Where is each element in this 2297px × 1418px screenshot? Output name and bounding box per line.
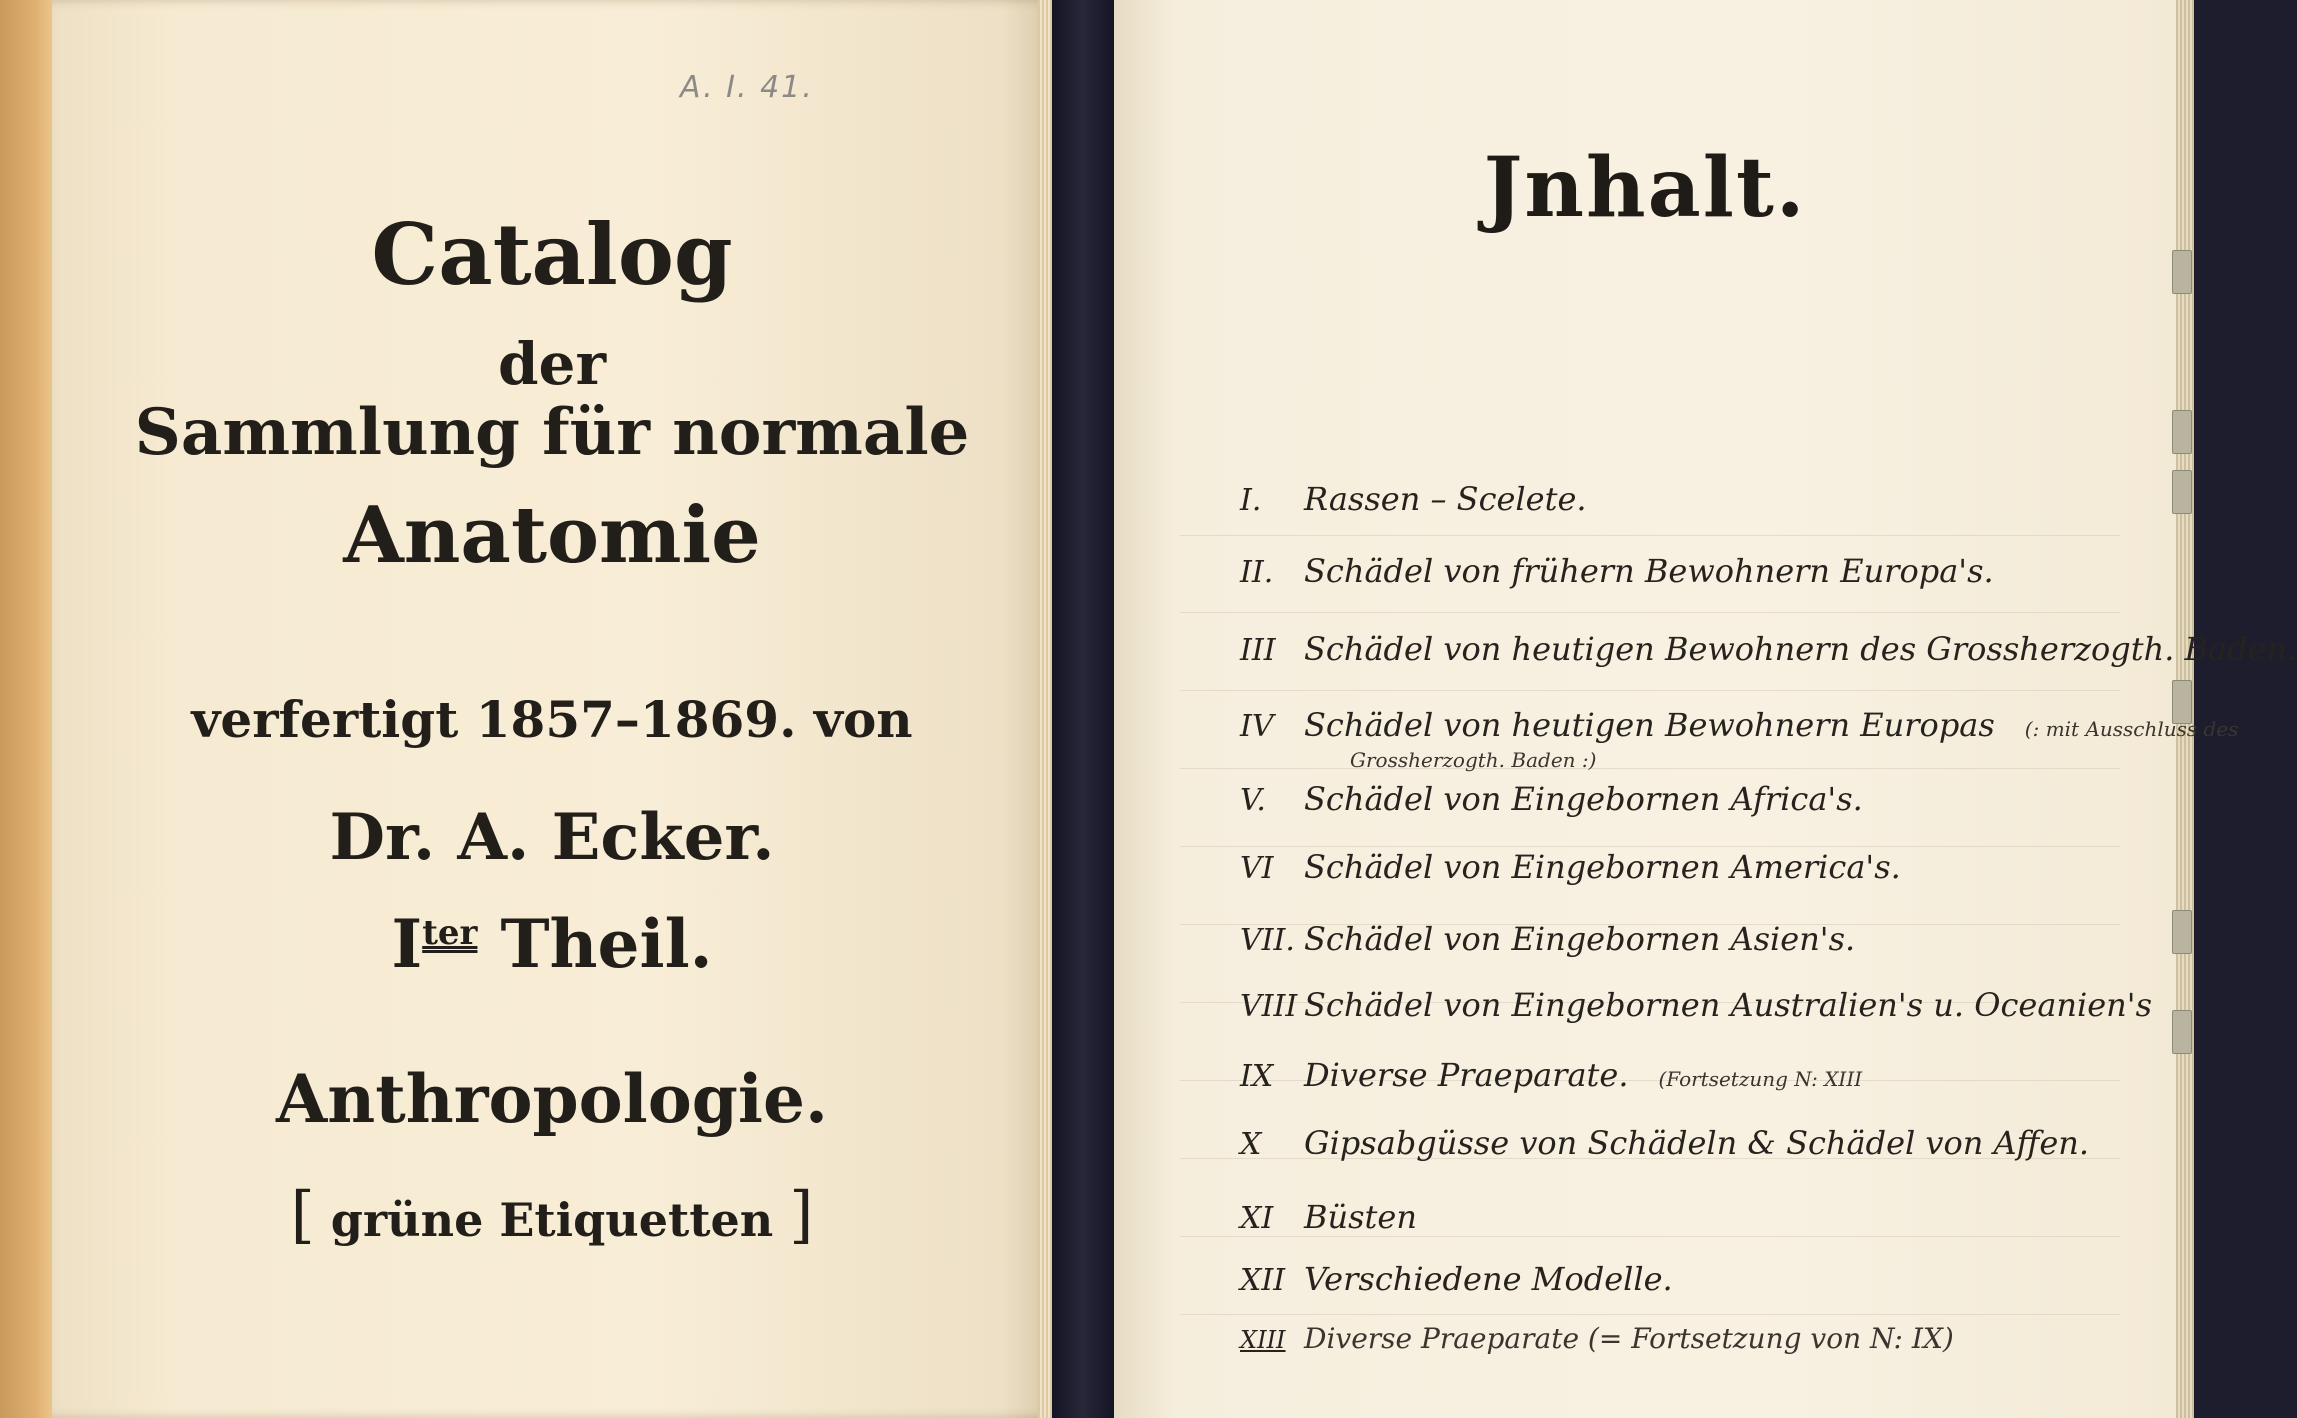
toc-item-number: XII bbox=[1240, 1263, 1286, 1298]
toc-item-note: (Fortsetzung N: XIII bbox=[1658, 1067, 1863, 1091]
toc-item-text: Gipsabgüsse von Schädeln & Schädel von Affen. bbox=[1304, 1124, 2090, 1162]
part-number: I bbox=[391, 905, 423, 983]
bracket-open: [ bbox=[290, 1178, 315, 1251]
page-tab bbox=[2172, 910, 2192, 954]
part-word: Theil. bbox=[500, 905, 713, 983]
page-tab bbox=[2172, 1010, 2192, 1054]
page-tab bbox=[2172, 410, 2192, 454]
toc-item-continuation bbox=[1350, 748, 1596, 772]
ruled-line bbox=[1180, 535, 2120, 536]
toc-item bbox=[1240, 706, 2238, 744]
toc-item-number: VI bbox=[1240, 851, 1274, 886]
toc-item-text: Schädel von heutigen Bewohnern des Grossherzogth. Baden. bbox=[1304, 630, 2297, 668]
toc-item-number: XIII bbox=[1240, 1326, 1286, 1354]
toc-item-number: X bbox=[1240, 1127, 1262, 1162]
part-suffix: ter bbox=[422, 913, 478, 953]
toc-item-number: V. bbox=[1240, 783, 1266, 818]
bracket-close: ] bbox=[789, 1178, 814, 1251]
ruled-line bbox=[1180, 612, 2120, 613]
toc-heading: Jnhalt. bbox=[1483, 140, 1807, 236]
toc-item-number: IV bbox=[1240, 709, 1274, 744]
toc-item bbox=[1240, 780, 1863, 818]
toc-item-text: Schädel von Eingebornen Asien's. bbox=[1304, 920, 1856, 958]
toc-item-text: Diverse Praeparate. bbox=[1304, 1056, 1629, 1094]
toc-item-text: Verschiedene Modelle. bbox=[1304, 1260, 1673, 1298]
toc-item bbox=[1240, 552, 1994, 590]
title-anatomie: Anatomie bbox=[343, 490, 761, 581]
toc-item-text: Schädel von frühern Bewohnern Europa's. bbox=[1304, 552, 1994, 590]
page-tab bbox=[2172, 250, 2192, 294]
subject-title: Anthropologie. bbox=[276, 1060, 828, 1138]
ruled-line bbox=[1180, 1314, 2120, 1315]
toc-item bbox=[1240, 1260, 1673, 1298]
toc-item bbox=[1240, 920, 1855, 958]
toc-item-note-continued: Grossherzogth. Baden :) bbox=[1350, 748, 1597, 772]
toc-item-number: II. bbox=[1240, 555, 1274, 590]
toc-item bbox=[1240, 630, 2297, 668]
shelfmark: A. I. 41. bbox=[680, 70, 814, 105]
toc-item bbox=[1240, 1322, 1954, 1355]
ruled-line bbox=[1180, 690, 2120, 691]
toc-item-number: IX bbox=[1240, 1059, 1274, 1094]
title-catalog: Catalog bbox=[371, 205, 733, 304]
book-gutter bbox=[1052, 0, 1114, 1418]
ruled-line bbox=[1180, 846, 2120, 847]
toc-item-text: Rassen – Scelete. bbox=[1304, 480, 1587, 518]
toc-item bbox=[1240, 1198, 1417, 1236]
toc-item bbox=[1240, 480, 1587, 518]
toc-item-number: VII. bbox=[1240, 923, 1295, 958]
toc-item-text: Büsten bbox=[1304, 1198, 1417, 1236]
label-text: grüne Etiquetten bbox=[330, 1193, 774, 1247]
ruled-line bbox=[1180, 768, 2120, 769]
toc-item-number: III bbox=[1240, 633, 1276, 668]
toc-item bbox=[1240, 986, 2152, 1024]
toc-item-text: Diverse Praeparate (= Fortsetzung von N: IX) bbox=[1304, 1322, 1954, 1355]
toc-item bbox=[1240, 848, 1901, 886]
made-by-line: verfertigt 1857–1869. von bbox=[191, 690, 913, 749]
label-note bbox=[52, 1178, 1052, 1251]
toc-item-text: Schädel von Eingebornen America's. bbox=[1304, 848, 1901, 886]
toc-item-number: XI bbox=[1240, 1201, 1274, 1236]
toc-item-number: VIII bbox=[1240, 989, 1298, 1024]
toc-item-note: (: mit Ausschluss des bbox=[2024, 717, 2239, 741]
author-name: Dr. A. Ecker. bbox=[329, 800, 775, 875]
toc-item-number: I. bbox=[1240, 483, 1262, 518]
title-der: der bbox=[497, 330, 606, 398]
toc-item bbox=[1240, 1124, 2089, 1162]
toc-item-text: Schädel von Eingebornen Australien's u. Oceanien's bbox=[1304, 986, 2152, 1024]
toc-item-text: Schädel von Eingebornen Africa's. bbox=[1304, 780, 1863, 818]
title-sammlung: Sammlung für normale bbox=[134, 395, 970, 470]
toc-item-text: Schädel von heutigen Bewohnern Europas bbox=[1304, 706, 1995, 744]
part-line bbox=[52, 905, 1052, 983]
ruled-line bbox=[1180, 1236, 2120, 1237]
book-edge-left bbox=[0, 0, 60, 1418]
toc-item bbox=[1240, 1056, 1862, 1094]
page-tab bbox=[2172, 470, 2192, 514]
